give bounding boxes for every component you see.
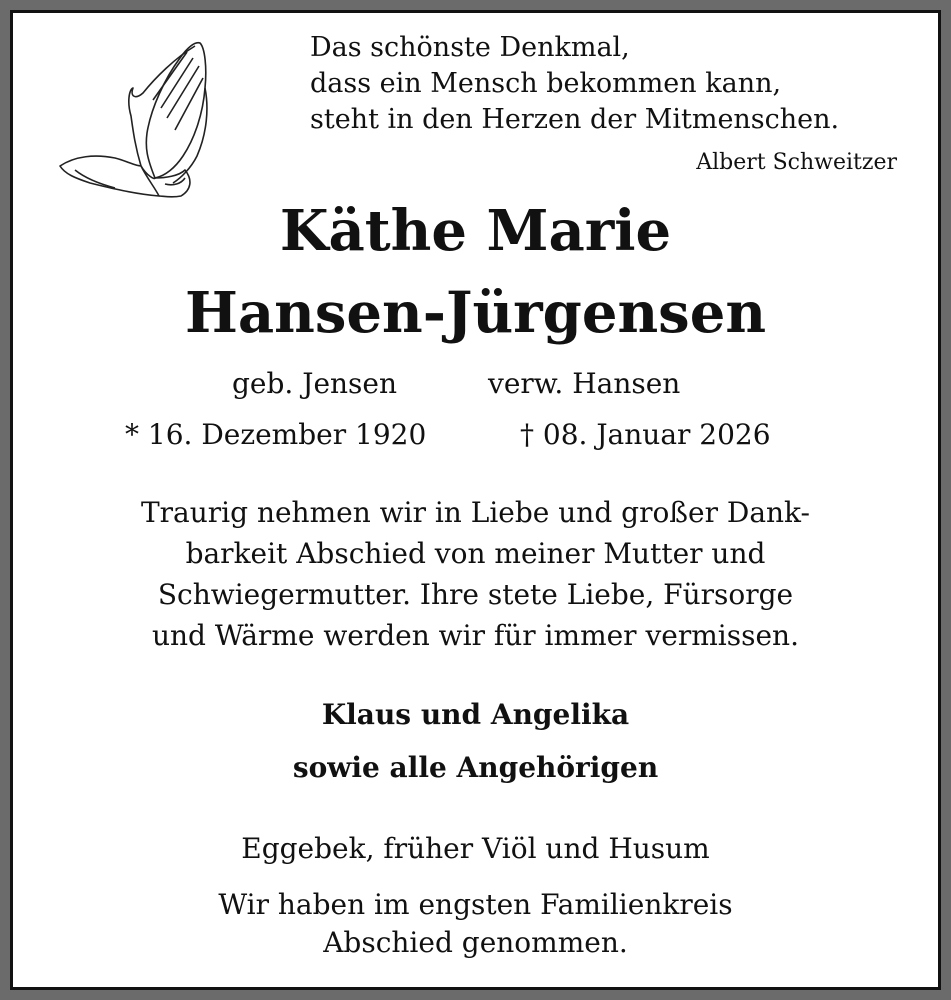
widowed-name: verw. Hansen [488, 367, 681, 400]
note-line: Abschied genommen. [323, 926, 628, 959]
message-line: barkeit Abschied von meiner Mutter und [185, 537, 766, 570]
note-line: Wir haben im engsten Familienkreis [218, 888, 733, 921]
mourner-line: sowie alle Angehörigen [292, 751, 659, 784]
praying-hands-icon [55, 38, 215, 198]
deceased-name [0, 190, 951, 354]
mourner-line: Klaus und Angelika [321, 698, 630, 731]
message [0, 492, 951, 656]
surname: Hansen-Jürgensen [184, 280, 767, 346]
quote-line: steht in den Herzen der Mitmenschen. [310, 104, 840, 135]
message-line: und Wärme werden wir für immer vermissen. [151, 619, 799, 652]
place: Eggebek, früher Viöl und Husum [241, 832, 710, 865]
funeral-note [0, 886, 951, 962]
message-line: Schwiegermutter. Ihre stete Liebe, Fürsorge [157, 578, 794, 611]
quote [310, 30, 839, 138]
mourners [0, 688, 951, 794]
quote-line: dass ein Mensch bekommen kann, [310, 68, 782, 99]
death-date: † 08. Januar 2026 [520, 418, 771, 451]
quote-author: Albert Schweitzer [696, 150, 897, 175]
born-name: geb. Jensen [232, 367, 398, 400]
first-names: Käthe Marie [279, 198, 672, 264]
quote-line: Das schönste Denkmal, [310, 32, 630, 63]
birth-date: * 16. Dezember 1920 [125, 418, 427, 451]
message-line: Traurig nehmen wir in Liebe und großer Dank- [141, 496, 810, 529]
